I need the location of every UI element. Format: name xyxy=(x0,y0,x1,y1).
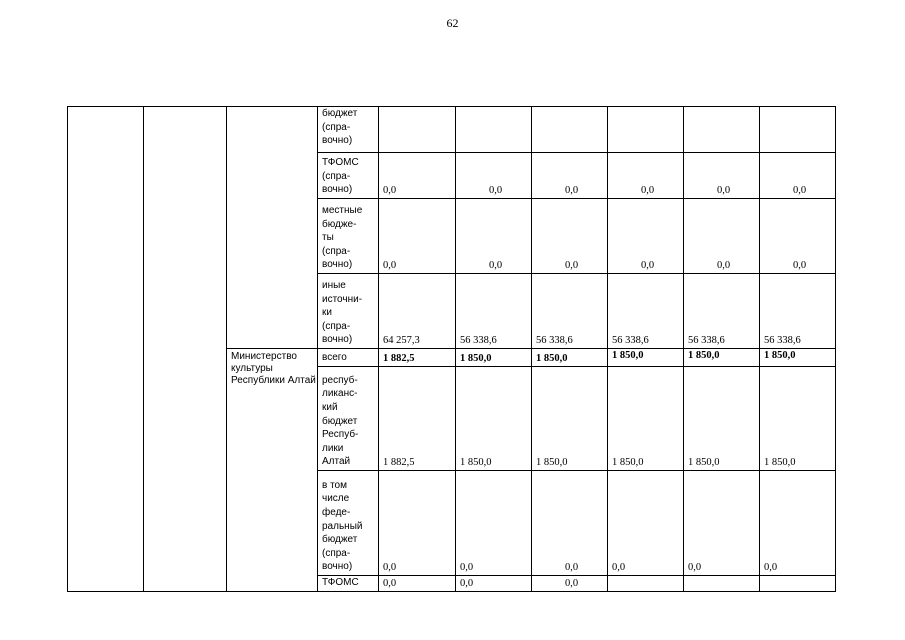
value-cell: 1 850,0 xyxy=(760,349,836,367)
value-cell xyxy=(456,107,532,153)
value-cell: 0,0 xyxy=(608,153,684,199)
value-cell: 1 850,0 xyxy=(456,349,532,367)
value-cell: 1 850,0 xyxy=(532,367,608,471)
value-cell: 56 338,6 xyxy=(532,274,608,349)
value-cell: 64 257,3 xyxy=(379,274,456,349)
category-cell: ТФОМС xyxy=(318,576,379,592)
value-cell: 0,0 xyxy=(379,153,456,199)
value-cell: 0,0 xyxy=(760,199,836,274)
category-cell: всего xyxy=(318,349,379,367)
value-cell: 0,0 xyxy=(456,153,532,199)
value-cell: 0,0 xyxy=(379,471,456,576)
value-cell: 0,0 xyxy=(456,199,532,274)
empty-cell xyxy=(227,107,318,349)
category-cell: местные бюдже- ты (спра- вочно) xyxy=(318,199,379,274)
value-cell: 0,0 xyxy=(684,153,760,199)
value-cell: 0,0 xyxy=(456,576,532,592)
page-number: 62 xyxy=(446,16,459,30)
value-cell xyxy=(760,107,836,153)
value-cell: 0,0 xyxy=(532,153,608,199)
value-cell: 56 338,6 xyxy=(760,274,836,349)
budget-table xyxy=(67,106,836,592)
empty-cell xyxy=(68,107,144,592)
category-cell: в том числе феде- ральный бюджет (спра- вочно) xyxy=(318,471,379,576)
value-cell: 1 850,0 xyxy=(532,349,608,367)
category-cell: бюджет (спра- вочно) xyxy=(318,107,379,153)
value-cell: 1 850,0 xyxy=(684,367,760,471)
value-cell: 56 338,6 xyxy=(684,274,760,349)
value-cell: 0,0 xyxy=(532,576,608,592)
value-cell: 0,0 xyxy=(379,576,456,592)
value-cell: 1 850,0 xyxy=(760,367,836,471)
empty-cell xyxy=(144,107,227,592)
value-cell: 0,0 xyxy=(608,471,684,576)
category-cell: иные источни- ки (спра- вочно) xyxy=(318,274,379,349)
organization-cell: Министерство культуры Республики Алтай xyxy=(227,349,318,592)
category-cell: ТФОМС (спра- вочно) xyxy=(318,153,379,199)
value-cell: 56 338,6 xyxy=(456,274,532,349)
value-cell: 0,0 xyxy=(532,471,608,576)
value-cell: 1 882,5 xyxy=(379,349,456,367)
value-cell: 1 850,0 xyxy=(684,349,760,367)
value-cell: 0,0 xyxy=(760,471,836,576)
value-cell: 0,0 xyxy=(532,199,608,274)
value-cell: 56 338,6 xyxy=(608,274,684,349)
value-cell: 1 850,0 xyxy=(456,367,532,471)
value-cell: 0,0 xyxy=(608,199,684,274)
value-cell: 0,0 xyxy=(456,471,532,576)
value-cell xyxy=(532,107,608,153)
value-cell: 0,0 xyxy=(760,153,836,199)
value-cell: 1 850,0 xyxy=(608,349,684,367)
value-cell xyxy=(379,107,456,153)
value-cell xyxy=(760,576,836,592)
value-cell xyxy=(684,107,760,153)
value-cell: 1 882,5 xyxy=(379,367,456,471)
value-cell xyxy=(608,107,684,153)
value-cell xyxy=(684,576,760,592)
value-cell: 0,0 xyxy=(684,471,760,576)
value-cell: 0,0 xyxy=(684,199,760,274)
category-cell: респуб- ликанс- кий бюджет Респуб- лики Алтай xyxy=(318,367,379,471)
value-cell xyxy=(608,576,684,592)
value-cell: 0,0 xyxy=(379,199,456,274)
value-cell: 1 850,0 xyxy=(608,367,684,471)
table-row xyxy=(68,107,836,153)
